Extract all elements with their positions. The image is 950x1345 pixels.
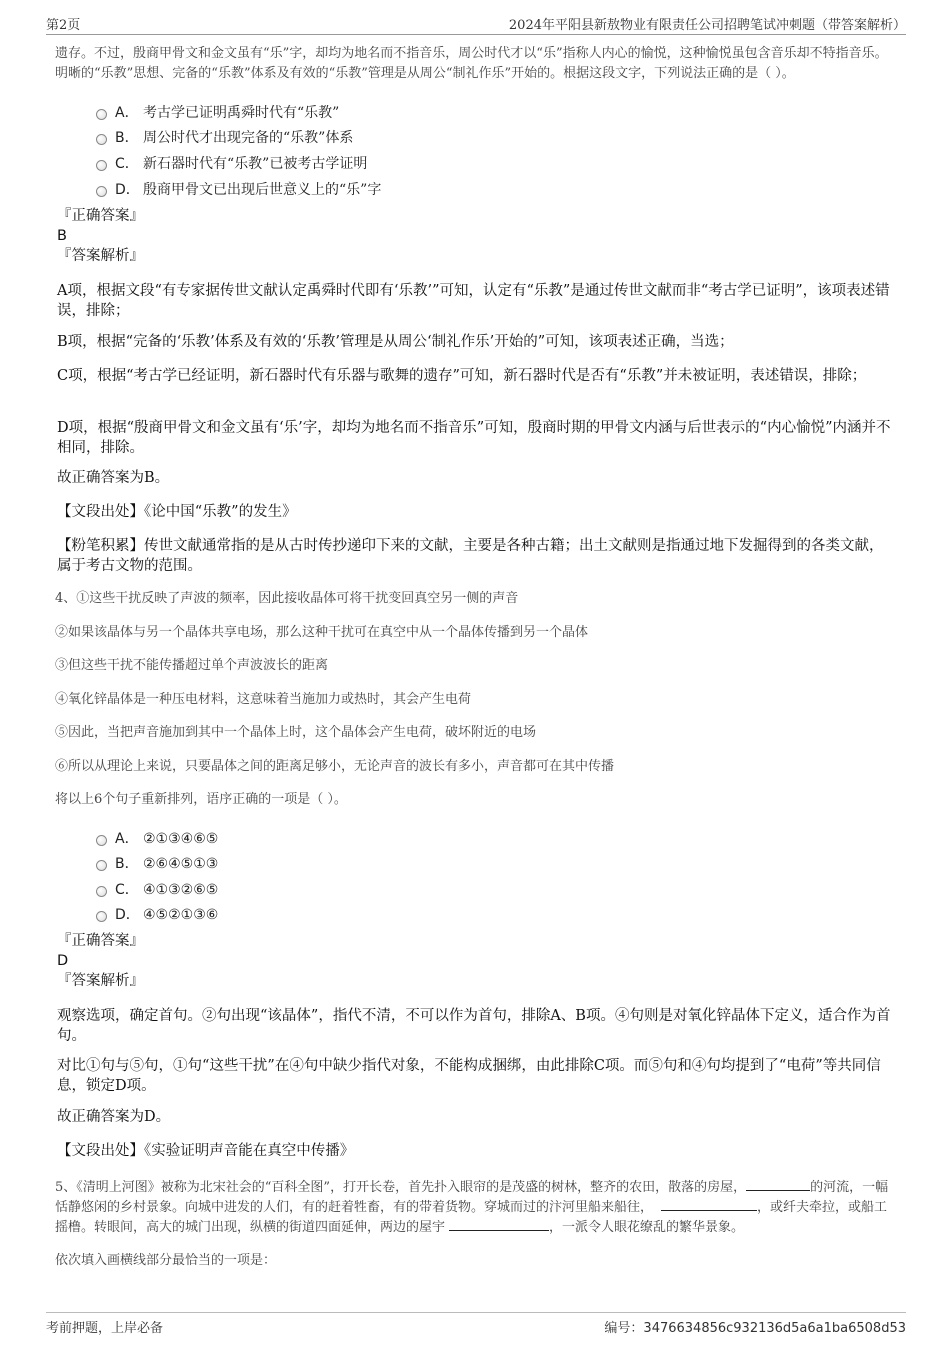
q3-accumulation: 【粉笔积累】传世文献通常指的是从古时传抄递印下来的文献，主要是各种古籍；出土文献则是指通过地下发掘得到的各类文献，属于考古文物的范围。 [57,538,884,574]
q5-text-4: ，一派令人眼花缭乱的繁华景象。 [549,1220,745,1235]
option-text: ④①③②⑥⑤ [143,882,219,898]
q5-text-2: 的河流，一幅恬静悠闲的乡村景象。向城中进发的人们，有的赶着牲畜，有的带着货物。穿城而过的汴河里船来船往， [55,1180,889,1215]
q4-option-c[interactable] [96,879,218,901]
q4-sentence-4: ④氧化锌晶体是一种压电材料，这意味着当施加力或热时，其会产生电荷 [55,692,472,707]
q3-answer-label: 『正确答案』 [57,208,144,224]
q5-text-3: ，或纤夫牵拉，或船工摇橹。转眼间，高大的城门出现，纵横的街道四面延伸，两边的屋宇 [55,1200,888,1235]
q4-option-a[interactable] [96,828,218,850]
q4-sentence-2: ②如果该晶体与另一个晶体共享电场，那么这种干扰可在真空中从一个晶体传播到另一个晶体 [55,625,589,640]
radio-icon[interactable] [96,835,107,846]
option-letter: D． [115,907,140,923]
option-letter: C． [115,882,139,898]
q4-sentence-3: ③但这些干扰不能传播超过单个声波波长的距离 [55,658,329,673]
option-letter: C． [115,156,139,172]
option-text: 周公时代才出现完备的“乐教”体系 [143,130,354,146]
fill-blank-1[interactable] [746,1178,810,1191]
q3-option-d[interactable] [96,179,381,201]
q3-option-c[interactable] [96,153,367,175]
q3-analysis-a: A项，根据文段“有专家据传世文献认定禹舜时代即有‘乐教’”可知，认定有“乐教”是通过传世文献而非“考古学已证明”，该项表述错误，排除； [57,283,890,319]
document-id-value: 3476634856c932136d5a6a1ba6508d53 [643,1321,906,1336]
radio-icon[interactable] [96,186,107,197]
q5-passage [55,1178,895,1238]
q4-analysis-2: 对比①句与⑤句，①句“这些干扰”在④句中缺少指代对象，不能构成捆绑，由此排除C项。而⑤句和④句均提到了“电荷”等共同信息，锁定D项。 [57,1058,881,1094]
q3-analysis-c: C项，根据“考古学已经证明，新石器时代有乐器与歌舞的遗存”可知，新石器时代是否有“乐教”并未被证明，表述错误，排除； [57,368,867,384]
q3-passage: 遗存。不过，殷商甲骨文和金文虽有“乐”字，却均为地名而不指音乐，周公时代才以“乐”指称人内心的愉悦，这种愉悦虽包含音乐却不特指音乐。明晰的“乐教”思想、完备的“乐教”体系及有效的“乐教”管理是从周公“制礼作乐”开始的。根据这段文字，下列说法正确的是（ ）。 [55,46,888,81]
q4-sentence-6: ⑥所以从理论上来说，只要晶体之间的距离足够小，无论声音的波长有多小，声音都可在其中传播 [55,759,615,774]
document-title: 2024年平阳县新敖物业有限责任公司招聘笔试冲刺题（带答案解析） [508,18,906,33]
q3-option-b[interactable] [96,127,353,149]
q4-sentence-1: 4、①这些干扰反映了声波的频率，因此接收晶体可将干扰变回真空另一侧的声音 [55,591,519,606]
option-text: ②⑥④⑤①③ [143,856,219,872]
q3-source: 【文段出处】《论中国“乐教”的发生》 [57,504,297,520]
q3-option-a[interactable] [96,102,339,124]
fill-blank-2[interactable] [661,1198,757,1211]
q3-analysis-label: 『答案解析』 [57,248,144,264]
radio-icon[interactable] [96,911,107,922]
q4-sentence-5: ⑤因此，当把声音施加到其中一个晶体上时，这个晶体会产生电荷，破坏附近的电场 [55,725,537,740]
q4-option-d[interactable] [96,904,218,926]
option-letter: A． [115,105,139,121]
radio-icon[interactable] [96,860,107,871]
q3-conclusion: 故正确答案为B。 [57,470,170,486]
page-number: 第2页 [46,18,81,33]
radio-icon[interactable] [96,134,107,145]
radio-icon[interactable] [96,886,107,897]
option-letter: B． [115,856,139,872]
q3-analysis-b: B项，根据“完备的‘乐教’体系及有效的‘乐教’管理是从周公‘制礼作乐’开始的”可知，该项表述正确，当选； [57,334,734,350]
footer-slogan: 考前押题，上岸必备 [46,1321,164,1336]
option-letter: A． [115,831,139,847]
q4-analysis-1: 观察选项，确定首句。②句出现“该晶体”，指代不清，不可以作为首句，排除A、B项。④句则是对氧化锌晶体下定义，适合作为首句。 [57,1008,891,1044]
q4-option-b[interactable] [96,853,218,875]
option-text: 殷商甲骨文已出现后世意义上的“乐”字 [143,182,382,198]
document-id-label: 编号： [604,1321,644,1336]
option-text: ②①③④⑥⑤ [143,831,219,847]
q4-answer-label: 『正确答案』 [57,933,144,949]
option-text: 考古学已证明禹舜时代有“乐教” [143,105,340,121]
q4-source: 【文段出处】《实验证明声音能在真空中传播》 [57,1143,355,1159]
radio-icon[interactable] [96,109,107,120]
q3-analysis-d: D项，根据“殷商甲骨文和金文虽有‘乐’字，却均为地名而不指音乐”可知，殷商时期的甲骨文内涵与后世表示的“内心愉悦”内涵并不相同，排除。 [57,420,891,456]
option-text: 新石器时代有“乐教”已被考古学证明 [143,156,368,172]
q4-analysis-label: 『答案解析』 [57,973,144,989]
page-header [46,12,906,35]
option-letter: B． [115,130,139,146]
page-footer [46,1312,906,1337]
document-id [604,1317,906,1336]
q5-text-1: 5、《清明上河图》被称为北宋社会的“百科全图”，打开长卷，首先扑入眼帘的是茂盛的树林，整齐的农田，散落的房屋， [55,1180,747,1195]
radio-icon[interactable] [96,160,107,171]
q4-prompt: 将以上6个句子重新排列，语序正确的一项是（ ）。 [55,792,347,807]
option-letter: D． [115,182,140,198]
q3-answer: B [57,228,67,244]
option-text: ④⑤②①③⑥ [143,907,219,923]
q4-answer: D [57,953,69,969]
fill-blank-3[interactable] [449,1218,549,1231]
q5-prompt: 依次填入画横线部分最恰当的一项是： [55,1253,277,1268]
q4-conclusion: 故正确答案为D。 [57,1109,171,1125]
